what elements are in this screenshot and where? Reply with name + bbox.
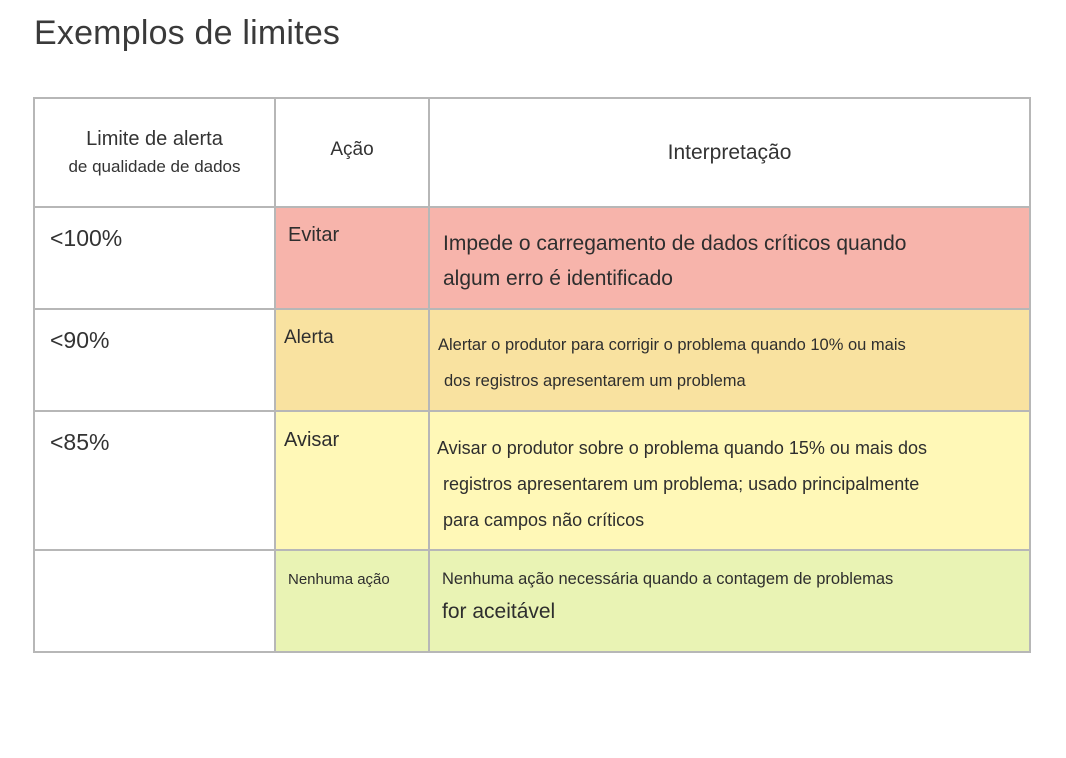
interpretation-cell	[429, 411, 1030, 550]
interpretation-text	[430, 412, 1029, 538]
header-limit-line2: de qualidade de dados	[68, 157, 241, 176]
interpretation-line: Nenhuma ação necessária quando a contagem de problemas	[442, 570, 894, 588]
header-limit-line1: Limite de alerta	[86, 128, 223, 150]
interpretation-line: algum erro é identificado	[443, 267, 673, 290]
header-action: Ação	[275, 98, 429, 207]
table-row	[34, 550, 1030, 652]
limits-table	[33, 97, 1031, 653]
table-row	[34, 309, 1030, 411]
limit-value	[35, 551, 274, 568]
interpretation-cell	[429, 207, 1030, 309]
interpretation-line: Avisar o produtor sobre o problema quando 15% ou mais dos	[437, 438, 927, 458]
action-cell	[275, 550, 429, 652]
table-row	[34, 411, 1030, 550]
limit-value: <90%	[50, 327, 110, 353]
interpretation-line: dos registros apresentarem um problema	[444, 372, 746, 390]
table-row	[34, 207, 1030, 309]
action-label: Alerta	[284, 327, 334, 348]
page-title: Exemplos de limites	[34, 14, 341, 52]
action-cell	[275, 411, 429, 550]
action-cell	[275, 309, 429, 411]
header-interpretation: Interpretação	[429, 98, 1030, 207]
interpretation-line: Alertar o produtor para corrigir o problema quando 10% ou mais	[438, 336, 906, 354]
action-label: Evitar	[288, 224, 340, 246]
interpretation-line: Impede o carregamento de dados críticos quando	[443, 232, 907, 255]
interpretation-cell	[429, 309, 1030, 411]
action-label: Nenhuma ação	[288, 571, 390, 588]
interpretation-cell	[429, 550, 1030, 652]
action-label: Avisar	[284, 429, 340, 451]
table-header-row	[34, 98, 1030, 207]
limit-value: <100%	[50, 225, 123, 251]
limit-cell	[34, 207, 275, 309]
interpretation-text	[430, 208, 1029, 296]
interpretation-line: para campos não críticos	[443, 510, 645, 530]
interpretation-line: for aceitável	[442, 600, 556, 623]
action-cell	[275, 207, 429, 309]
limit-cell	[34, 309, 275, 411]
interpretation-line: registros apresentarem um problema; usado principalmente	[443, 474, 920, 494]
limit-cell	[34, 411, 275, 550]
header-limit	[34, 98, 275, 207]
interpretation-text	[430, 310, 1029, 399]
limit-value: <85%	[50, 429, 110, 455]
limit-cell	[34, 550, 275, 652]
